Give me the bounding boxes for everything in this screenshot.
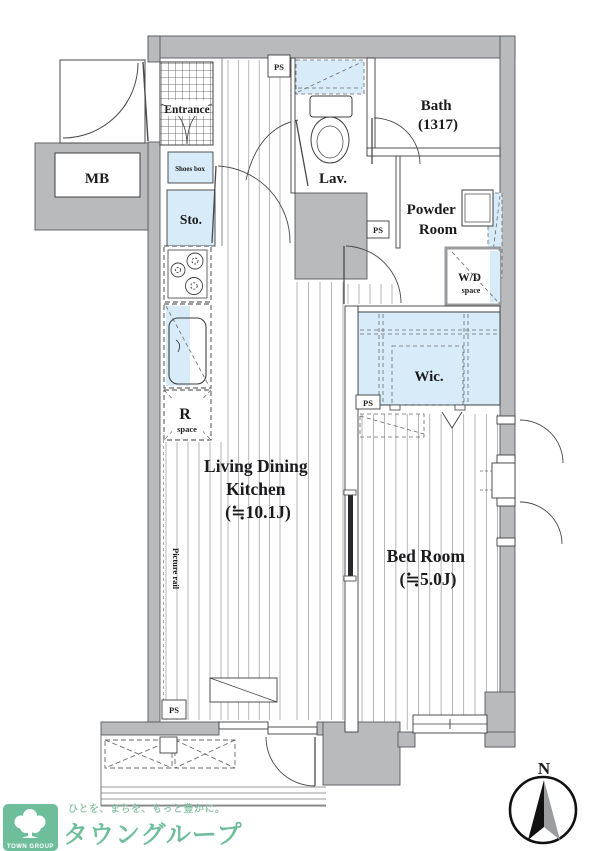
logo-caption: TOWN GROUP xyxy=(7,844,54,850)
stove-icon xyxy=(164,246,211,302)
compass-north-label: N xyxy=(537,759,551,778)
wd-line2: space xyxy=(461,286,481,295)
picture-rail-label: Picture rail xyxy=(171,548,181,590)
sliding-door xyxy=(348,494,353,576)
door-stop-mark xyxy=(442,412,462,428)
compass-needle-light xyxy=(544,780,560,840)
floor-lines-ldk-right xyxy=(297,282,343,720)
ps-label-ldk: PS xyxy=(169,705,179,715)
brand-tagline: ひとを、まちを、もっと豊かに。 xyxy=(68,804,226,815)
wic-label: Wic. xyxy=(414,369,444,385)
storage xyxy=(167,190,215,246)
balcony xyxy=(101,735,326,806)
wd-line1: W/D xyxy=(458,272,482,284)
lavatory-label: Lav. xyxy=(319,171,347,187)
powder-line1: Powder xyxy=(406,202,456,218)
compass-needle-dark xyxy=(528,780,544,840)
floor-lines-corridor xyxy=(348,284,392,304)
r-space-label xyxy=(177,406,197,434)
r-line1: R xyxy=(179,406,191,423)
ps-label-powder: PS xyxy=(373,225,383,235)
washbasin-icon xyxy=(462,190,493,226)
bath-size: (1317) xyxy=(418,117,458,133)
entrance-label: Entrance xyxy=(164,104,210,116)
shoes-box xyxy=(168,152,213,183)
bath-label xyxy=(418,98,458,133)
toilet-icon xyxy=(310,96,352,163)
ldk-size: (≒10.1J) xyxy=(225,502,291,522)
bedroom-size: (≒5.0J) xyxy=(399,569,457,589)
counter-box xyxy=(210,678,277,702)
bath-name: Bath xyxy=(420,98,452,114)
storage-label: Sto. xyxy=(179,212,203,227)
balcony-fence-lines xyxy=(101,787,326,805)
sink-icon xyxy=(164,304,211,388)
r-line2: space xyxy=(177,424,197,434)
meter-box xyxy=(55,153,140,197)
ps-label-wic: PS xyxy=(363,398,373,408)
mb-label: MB xyxy=(84,171,110,187)
brand-name: タウングループ xyxy=(63,821,243,849)
powder-room-label xyxy=(407,202,460,238)
bath xyxy=(367,58,500,164)
washer-dryer-space xyxy=(446,248,500,305)
brand-logo xyxy=(3,804,58,851)
ldk-line2: Kitchen xyxy=(226,479,286,499)
wd-label xyxy=(458,272,484,295)
powder-line2: Room xyxy=(418,222,458,238)
compass xyxy=(510,759,576,843)
lavatory xyxy=(291,58,364,193)
refrigerator-space xyxy=(164,390,211,440)
ldk-label xyxy=(204,456,312,522)
bedroom xyxy=(360,412,469,589)
ldk-line1: Living Dining xyxy=(204,456,308,476)
ldk-bedroom-partition xyxy=(344,306,358,732)
walk-in-closet xyxy=(358,306,500,410)
kitchen xyxy=(164,246,211,440)
bedroom-windows xyxy=(480,416,563,546)
balcony-opening xyxy=(219,722,317,734)
floor-lines-hall-ldk xyxy=(228,60,280,720)
ps-label-top: PS xyxy=(274,62,284,72)
entrance-door-swing-area xyxy=(60,60,148,143)
bedroom-south-window xyxy=(413,715,487,733)
bedroom-line1: Bed Room xyxy=(386,546,465,566)
bedroom-label xyxy=(387,546,470,589)
shoes-box-label: Shoes box xyxy=(175,165,205,173)
